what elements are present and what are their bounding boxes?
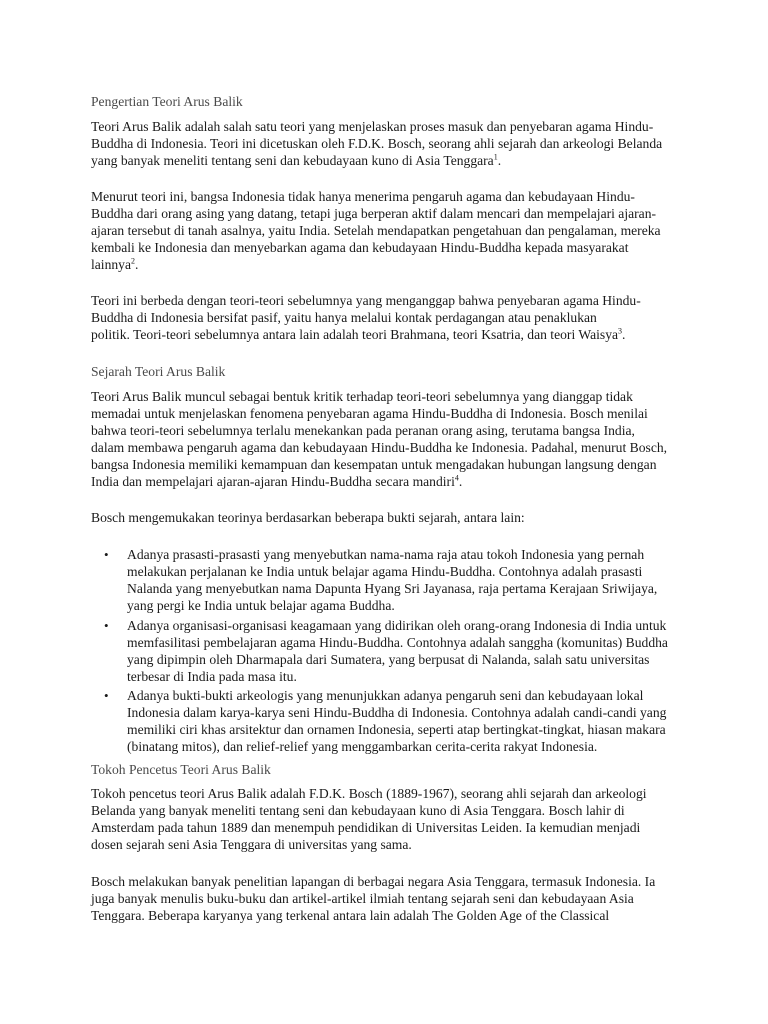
text-line: memadai untuk menjelaskan fenomena penyebaran agama Hindu-Buddha di Indonesia. Bosch menilai [91,406,648,421]
text-line: memiliki ciri khas arsitektur dan ornamen Indonesia, seperti atap bertingkat-tingkat, hiasan makara [127,722,666,737]
text-line: Bosch mengemukakan teorinya berdasarkan beberapa bukti sejarah, antara lain: [91,510,525,525]
text-line: Indonesia dalam karya-karya seni Hindu-Buddha di Indonesia. Contohnya adalah candi-candi yang [127,705,667,720]
bullet-marker: • [104,547,109,562]
text-line: dosen sejarah seni Asia Tenggara di universitas yang sama. [91,837,412,852]
text-line: terbesar di India pada masa itu. [127,669,297,684]
text-line: memfasilitasi pembelajaran agama Hindu-Buddha. Contohnya adalah sanggha (komunitas) Buddha [127,635,668,650]
section-heading-tokoh: Tokoh Pencetus Teori Arus Balik [91,762,271,777]
paragraph-theory-explanation [91,188,687,273]
footnote-marker: 4 [454,473,459,483]
text-line: Tokoh pencetus teori Arus Balik adalah F.D.K. Bosch (1889-1967), seorang ahli sejarah dan arkeologi [91,786,647,801]
text-line: kembali ke Indonesia dan menyebarkan agama dan kebudayaan Hindu-Buddha kepada masyarakat [91,240,629,255]
text-line: Adanya prasasti-prasasti yang menyebutkan nama-nama raja atau tokoh Indonesia yang pernah [127,547,645,562]
text-line [91,256,687,273]
text-line: Teori Arus Balik muncul sebagai bentuk kritik terhadap teori-teori sebelumnya yang dianggap tidak [91,389,633,404]
text-line: Teori Arus Balik adalah salah satu teori yang menjelaskan proses masuk dan penyebaran agama Hindu- [91,119,654,134]
text-line: yang pergi ke India untuk belajar agama Buddha. [127,598,395,613]
text-line: melakukan perjalanan ke India untuk belajar agama Hindu-Buddha. Contohnya adalah prasasti [127,564,643,579]
text-line: Nalanda yang menyebutkan nama Dapunta Hyang Sri Jayanasa, raja pertama Kerajaan Sriwijaya, [127,581,658,596]
text-line: Adanya organisasi-organisasi keagamaan yang didirikan oleh orang-orang Indonesia di India untuk [127,618,667,633]
text-line: Amsterdam pada tahun 1889 dan menempuh pendidikan di Universitas Leiden. Ia kemudian menjadi [91,820,641,835]
text-fragment: yang banyak meneliti tentang seni dan kebudayaan kuno di Asia Tenggara [91,153,494,168]
paragraph-research [91,873,687,924]
paragraph-definition [91,118,687,169]
text-line: Adanya bukti-bukti arkeologis yang menunjukkan adanya pengaruh seni dan kebudayaan lokal [127,688,644,703]
section-heading-pengertian: Pengertian Teori Arus Balik [91,94,243,109]
text-line: dalam membawa pengaruh agama dan kebudayaan Hindu-Buddha ke Indonesia. Padahal, menurut Bosch, [91,440,668,455]
text-line: Belanda yang banyak meneliti tentang seni dan kebudayaan kuno di Asia Tenggara. Bosch lahir di [91,803,625,818]
footnote-marker: 1 [493,152,498,162]
text-line: Bosch melakukan banyak penelitian lapangan di berbagai negara Asia Tenggara, termasuk Indonesia. Ia [91,874,656,889]
paragraph-founder [91,785,687,853]
paragraph-evidence-intro [91,509,687,526]
paragraph-history [91,388,687,490]
text-line: Tenggara. Beberapa karyanya yang terkenal antara lain adalah The Golden Age of the Classical [91,908,610,923]
section-heading-sejarah: Sejarah Teori Arus Balik [91,364,226,379]
text-fragment: lainnya [91,257,132,272]
text-line: Buddha dari orang asing yang datang, tetapi juga berperan aktif dalam mencari dan mempelajari ajaran- [91,206,657,221]
text-fragment: . [622,327,626,342]
text-line: ajaran tersebut di tanah asalnya, yaitu India. Setelah mendapatkan pengetahuan dan pengalaman, mereka [91,223,661,238]
list-item-text [127,687,687,755]
text-fragment: . [135,257,139,272]
text-fragment: politik. Teori-teori sebelumnya antara lain adalah teori Brahmana, teori Ksatria, dan teori Waisya [91,327,619,342]
text-line [91,473,687,490]
footnote-marker: 2 [131,256,136,266]
text-fragment: . [497,153,502,168]
text-line: Menurut teori ini, bangsa Indonesia tidak hanya menerima pengaruh agama dan kebudayaan Hindu- [91,189,635,204]
text-line: Buddha di Indonesia bersifat pasif, yaitu hanya melalui kontak perdagangan atau penaklukan [91,310,597,325]
text-line: yang dipimpin oleh Dharmapala dari Sumatera, yang berpusat di Nalanda, salah satu universitas [127,652,650,667]
bullet-marker: • [104,618,109,633]
text-line: Teori ini berbeda dengan teori-teori sebelumnya yang menganggap bahwa penyebaran agama Hindu- [91,293,641,308]
text-line [91,152,687,169]
bullet-marker: • [104,688,109,703]
list-item-text [127,617,687,685]
paragraph-comparison [91,292,687,343]
text-line: (binatang mitos), dan relief-relief yang menggambarkan cerita-cerita rakyat Indonesia. [127,739,598,754]
text-line: bangsa Indonesia memiliki kemampuan dan kesempatan untuk mengadakan hubungan langsung dengan [91,457,657,472]
list-item-text [127,546,687,614]
text-fragment: India dan mempelajari ajaran-ajaran Hindu-Buddha secara mandiri [91,474,455,489]
footnote-marker: 3 [618,326,623,336]
text-line: bahwa teori-teori sebelumnya terlalu menekankan pada peranan orang asing, terutama bangsa India, [91,423,635,438]
text-line: juga banyak menulis buku-buku dan artikel-artikel ilmiah tentang sejarah seni dan kebudayaan Asia [91,891,634,906]
text-line [91,326,687,343]
text-line: Buddha di Indonesia. Teori ini dicetuskan oleh F.D.K. Bosch, seorang ahli sejarah dan arkeologi Belanda [91,136,663,151]
text-fragment: . [458,474,463,489]
